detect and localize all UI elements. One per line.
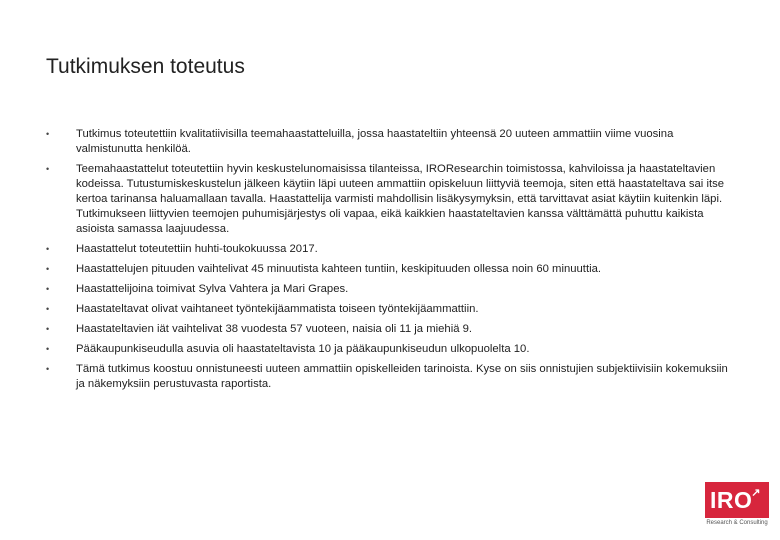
bullet-icon: • [46, 324, 50, 334]
logo-tagline: Research & Consulting [706, 520, 768, 526]
list-item [46, 162, 736, 237]
logo-mark [705, 482, 769, 518]
bullet-icon: • [46, 129, 50, 139]
bullet-text: Tutkimus toteutettiin kvalitatiivisilla teemahaastatteluilla, jossa haastateltiin yhteensä 20 uuteen ammattiin viime vuosina valmistunutta henkilöä. [76, 128, 674, 155]
list-item [46, 242, 736, 257]
bullet-list [46, 127, 736, 397]
bullet-icon: • [46, 244, 50, 254]
bullet-icon: • [46, 284, 50, 294]
bullet-text: Pääkaupunkiseudulla asuvia oli haastateltavista 10 ja pääkaupunkiseudun ulkopuolelta 10. [76, 343, 530, 355]
iro-logo [705, 482, 770, 532]
bullet-text: Haastattelijoina toimivat Sylva Vahtera ja Mari Grapes. [76, 283, 349, 295]
list-item [46, 322, 736, 337]
bullet-icon: • [46, 164, 50, 174]
list-item [46, 282, 736, 297]
bullet-icon: • [46, 264, 50, 274]
bullet-icon: • [46, 364, 50, 374]
page-title: Tutkimuksen toteutus [46, 55, 245, 78]
bullet-text: Haastattelut toteutettiin huhti-toukokuussa 2017. [76, 243, 318, 255]
list-item [46, 127, 736, 157]
list-item [46, 362, 736, 392]
logo-text: IRO [710, 487, 753, 513]
bullet-text: Haastateltavat olivat vaihtaneet työntekijäammatista toiseen työntekijäammattiin. [76, 303, 479, 315]
list-item [46, 262, 736, 277]
bullet-text: Tämä tutkimus koostuu onnistuneesti uuteen ammattiin opiskelleiden tarinoista. Kyse on siis onnistujien subjektiivisiin kokemuksiin ja näkemyksiin perustuvasta raportista. [76, 363, 728, 390]
arrow-icon: ↗ [751, 487, 761, 499]
bullet-text: Teemahaastattelut toteutettiin hyvin keskustelunomaisissa tilanteissa, IROResearchin toimistossa, kahviloissa ja haastateltavien kodeissa. Tutustumiskeskustelun jälkeen käytiin läpi uuteen ammattiin opiskeluun liittyviä teemoja, siten että haastateltava sai itse kertoa tarinansa haluamallaan tavalla. Haastattelija varmisti mahdollisin lisäkysymyksin, että tarvittavat asiat käytiin kuitenkin läpi. Tutkimukseen liittyvien teemojen puhumisjärjestys oli vapaa, eikä kaikkien haastateltavien kanssa välttämättä puhuttu kaikista asioista samassa laajuudessa. [76, 163, 725, 235]
bullet-text: Haastattelujen pituuden vaihtelivat 45 minuutista kahteen tuntiin, keskipituuden ollessa noin 60 minuuttia. [76, 263, 602, 275]
bullet-icon: • [46, 304, 50, 314]
list-item [46, 342, 736, 357]
list-item [46, 302, 736, 317]
bullet-text: Haastateltavien iät vaihtelivat 38 vuodesta 57 vuoteen, naisia oli 11 ja miehiä 9. [76, 323, 473, 335]
bullet-icon: • [46, 344, 50, 354]
